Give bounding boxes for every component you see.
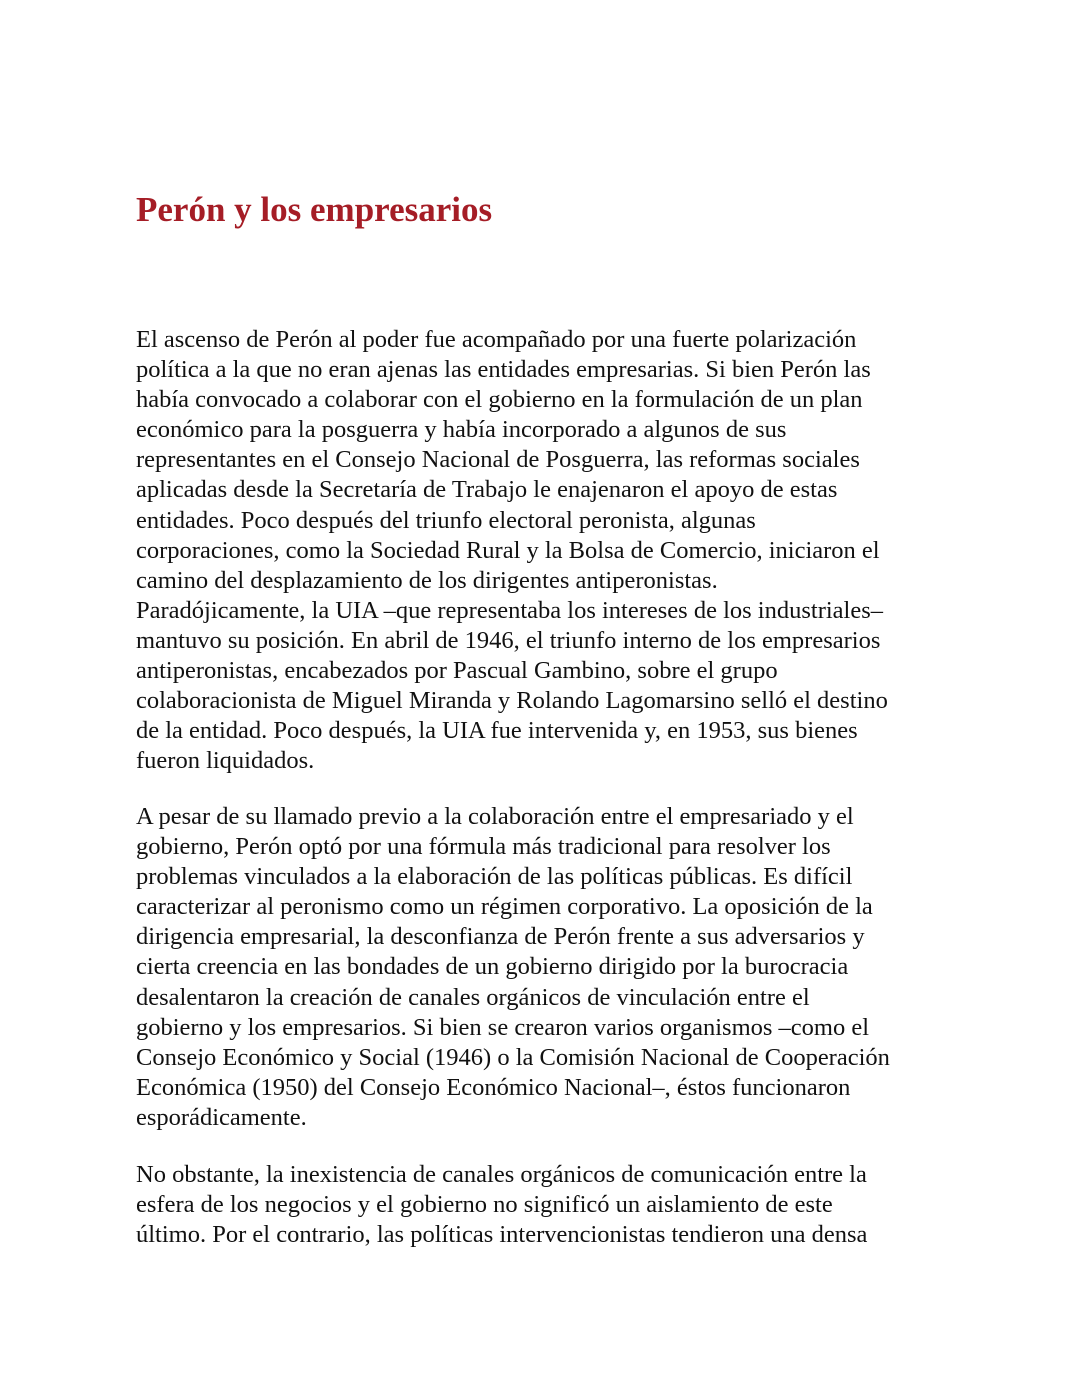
text-line: representantes en el Consejo Nacional de Posguerra, las reformas sociales [136, 446, 860, 474]
text-line: colaboracionista de Miguel Miranda y Rolando Lagomarsino selló el destino [136, 687, 888, 715]
paragraph-1 [136, 325, 888, 776]
text-line: problemas vinculados a la elaboración de las políticas públicas. Es difícil [136, 863, 853, 891]
text-line: económico para la posguerra y había incorporado a algunos de sus [136, 416, 787, 444]
text-line: aplicadas desde la Secretaría de Trabajo le enajenaron el apoyo de estas [136, 476, 838, 504]
text-line: El ascenso de Perón al poder fue acompañado por una fuerte polarización [136, 326, 857, 353]
text-line: había convocado a colaborar con el gobierno en la formulación de un plan [136, 386, 863, 414]
text-line: entidades. Poco después del triunfo electoral peronista, algunas [136, 506, 756, 534]
text-line: fueron liquidados. [136, 747, 315, 775]
text-line: gobierno, Perón optó por una fórmula más tradicional para resolver los [136, 833, 831, 861]
text-line: cierta creencia en las bondades de un gobierno dirigido por la burocracia [136, 953, 849, 981]
text-line: de la entidad. Poco después, la UIA fue intervenida y, en 1953, sus bienes [136, 717, 858, 745]
text-line: antiperonistas, encabezados por Pascual Gambino, sobre el grupo [136, 657, 778, 685]
text-line: corporaciones, como la Sociedad Rural y la Bolsa de Comercio, iniciaron el [136, 536, 880, 564]
text-line: política a la que no eran ajenas las entidades empresarias. Si bien Perón las [136, 356, 871, 384]
text-line: dirigencia empresarial, la desconfianza de Perón frente a sus adversarios y [136, 923, 865, 951]
page-title: Perón y los empresarios [136, 190, 493, 229]
text-line: Económica (1950) del Consejo Económico Nacional–, éstos funcionaron [136, 1073, 851, 1101]
text-line: esfera de los negocios y el gobierno no significó un aislamiento de este [136, 1191, 833, 1219]
paragraph-3 [136, 1160, 867, 1250]
text-line: Paradójicamente, la UIA –que representaba los intereses de los industriales– [136, 596, 884, 624]
text-line: desalentaron la creación de canales orgánicos de vinculación entre el [136, 983, 810, 1011]
paragraph-2 [136, 802, 890, 1133]
text-line: No obstante, la inexistencia de canales orgánicos de comunicación entre la [136, 1161, 867, 1188]
text-line: Consejo Económico y Social (1946) o la Comisión Nacional de Cooperación [136, 1043, 890, 1071]
text-line: gobierno y los empresarios. Si bien se crearon varios organismos –como el [136, 1013, 870, 1041]
text-line: camino del desplazamiento de los dirigentes antiperonistas. [136, 566, 718, 594]
text-line: mantuvo su posición. En abril de 1946, el triunfo interno de los empresarios [136, 626, 881, 654]
text-line: caracterizar al peronismo como un régimen corporativo. La oposición de la [136, 893, 873, 921]
text-line: último. Por el contrario, las políticas intervencionistas tendieron una densa [136, 1221, 868, 1249]
text-line: A pesar de su llamado previo a la colaboración entre el empresariado y el [136, 803, 854, 830]
text-line: esporádicamente. [136, 1103, 307, 1131]
